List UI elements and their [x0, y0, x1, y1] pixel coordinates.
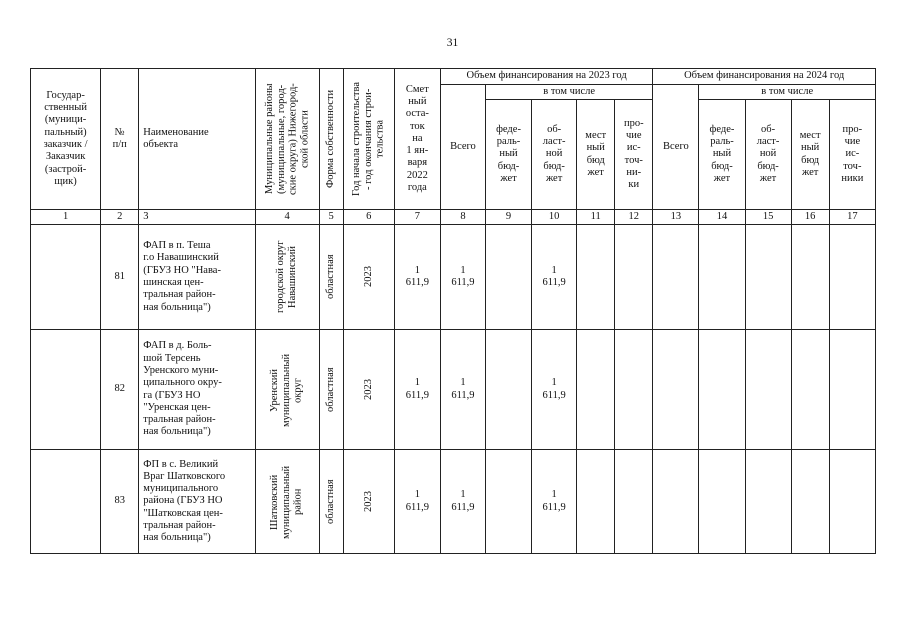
other-2024-cell — [829, 330, 875, 450]
header-federal-2024: феде- раль- ный бюд- жет — [699, 100, 745, 210]
other-2023-cell — [615, 450, 653, 554]
header-financing-2023: Объем финансирования на 2023 год — [440, 69, 652, 85]
table-row — [31, 450, 876, 554]
local-2023-cell — [577, 450, 615, 554]
header-federal-2023: феде- раль- ный бюд- жет — [485, 100, 531, 210]
federal-2024-cell — [699, 225, 745, 330]
regional-2023-cell: 1 611,9 — [532, 225, 577, 330]
col-number-cell: 2 — [101, 210, 139, 225]
table-row — [31, 225, 876, 330]
col-number-cell: 17 — [829, 210, 875, 225]
total-2024-cell — [653, 450, 699, 554]
district-cell: городской округ Навашинский — [255, 225, 319, 330]
total-2024-cell — [653, 225, 699, 330]
row-number: 81 — [101, 225, 139, 330]
ownership-cell: областная — [319, 450, 343, 554]
header-other-2023: про- чие ис- точ- ни- ки — [615, 100, 653, 210]
header-regional-2023: об- ласт- ной бюд- жет — [532, 100, 577, 210]
col-number-cell: 13 — [653, 210, 699, 225]
other-2023-cell — [615, 330, 653, 450]
header-local-2023: мест ный бюд жет — [577, 100, 615, 210]
local-2023-cell — [577, 330, 615, 450]
header-other-2024: про- чие ис- точ- ники — [829, 100, 875, 210]
other-2023-cell — [615, 225, 653, 330]
year-cell: 2023 — [343, 225, 394, 330]
total-2023-cell: 1 611,9 — [440, 450, 485, 554]
year-cell: 2023 — [343, 330, 394, 450]
header-local-2024: мест ный бюд жет — [791, 100, 829, 210]
customer-cell — [31, 225, 101, 330]
col-number-cell: 6 — [343, 210, 394, 225]
federal-2023-cell — [485, 330, 531, 450]
header-construction-years: Год начала строительства - год окончания строи- тельства — [343, 69, 394, 210]
local-2024-cell — [791, 330, 829, 450]
col-number-cell: 11 — [577, 210, 615, 225]
col-number-cell: 14 — [699, 210, 745, 225]
district-cell: Шатковский муниципальный район — [255, 450, 319, 554]
col-number-cell: 5 — [319, 210, 343, 225]
row-number: 83 — [101, 450, 139, 554]
other-2024-cell — [829, 225, 875, 330]
col-number-cell: 16 — [791, 210, 829, 225]
customer-cell — [31, 330, 101, 450]
remainder-cell: 1 611,9 — [394, 225, 440, 330]
object-name-cell: ФАП в п. Теша г.о Навашинский (ГБУЗ НО "Нава- шинская цен- тральная район- ная больница") — [139, 225, 255, 330]
header-regional-2024: об- ласт- ной бюд- жет — [745, 100, 791, 210]
header-district: Муниципальные районы (муниципальные, город- ские округа) Нижегород- ской области — [255, 69, 319, 210]
header-number: № п/п — [101, 69, 139, 210]
header-row-1 — [31, 69, 876, 85]
regional-2023-cell: 1 611,9 — [532, 450, 577, 554]
col-number-cell: 10 — [532, 210, 577, 225]
customer-cell — [31, 450, 101, 554]
header-ownership: Форма собственности — [319, 69, 343, 210]
col-number-cell: 12 — [615, 210, 653, 225]
remainder-cell: 1 611,9 — [394, 450, 440, 554]
total-2024-cell — [653, 330, 699, 450]
total-2023-cell: 1 611,9 — [440, 330, 485, 450]
total-2023-cell: 1 611,9 — [440, 225, 485, 330]
local-2024-cell — [791, 450, 829, 554]
federal-2023-cell — [485, 450, 531, 554]
regional-2024-cell — [745, 225, 791, 330]
federal-2024-cell — [699, 330, 745, 450]
col-number-cell: 3 — [139, 210, 255, 225]
regional-2023-cell: 1 611,9 — [532, 330, 577, 450]
header-customer: Государ- ственный (муници- пальный) заказчик / Заказчик (застрой- щик) — [31, 69, 101, 210]
header-including-2024: в том числе — [699, 85, 876, 100]
ownership-cell: областная — [319, 225, 343, 330]
regional-2024-cell — [745, 450, 791, 554]
col-number-cell: 8 — [440, 210, 485, 225]
ownership-cell: областная — [319, 330, 343, 450]
col-number-cell: 7 — [394, 210, 440, 225]
header-including-2023: в том числе — [485, 85, 652, 100]
remainder-cell: 1 611,9 — [394, 330, 440, 450]
header-estimated-remainder: Смет ный оста- ток на 1 ян- варя 2022 года — [394, 69, 440, 210]
header-total-2023: Всего — [440, 85, 485, 210]
col-number-cell: 9 — [485, 210, 531, 225]
header-financing-2024: Объем финансирования на 2024 год — [653, 69, 876, 85]
col-number-cell: 15 — [745, 210, 791, 225]
column-numbers-row — [31, 210, 876, 225]
local-2023-cell — [577, 225, 615, 330]
row-number: 82 — [101, 330, 139, 450]
year-cell: 2023 — [343, 450, 394, 554]
federal-2024-cell — [699, 450, 745, 554]
table-row — [31, 330, 876, 450]
col-number-cell: 1 — [31, 210, 101, 225]
col-number-cell: 4 — [255, 210, 319, 225]
object-name-cell: ФАП в д. Боль- шой Терсень Уренского муни- ципального окру- га (ГБУЗ НО "Уренская цен- тральная район- ная больница") — [139, 330, 255, 450]
other-2024-cell — [829, 450, 875, 554]
financing-table — [30, 68, 876, 554]
federal-2023-cell — [485, 225, 531, 330]
page-number: 31 — [446, 37, 459, 49]
header-total-2024: Всего — [653, 85, 699, 210]
header-object-name: Наименование объекта — [139, 69, 255, 210]
local-2024-cell — [791, 225, 829, 330]
district-cell: Уренский муниципальный округ — [255, 330, 319, 450]
object-name-cell: ФП в с. Великий Враг Шатковского муниципального района (ГБУЗ НО "Шатковская цен- тральная район- ная больница") — [139, 450, 255, 554]
regional-2024-cell — [745, 330, 791, 450]
